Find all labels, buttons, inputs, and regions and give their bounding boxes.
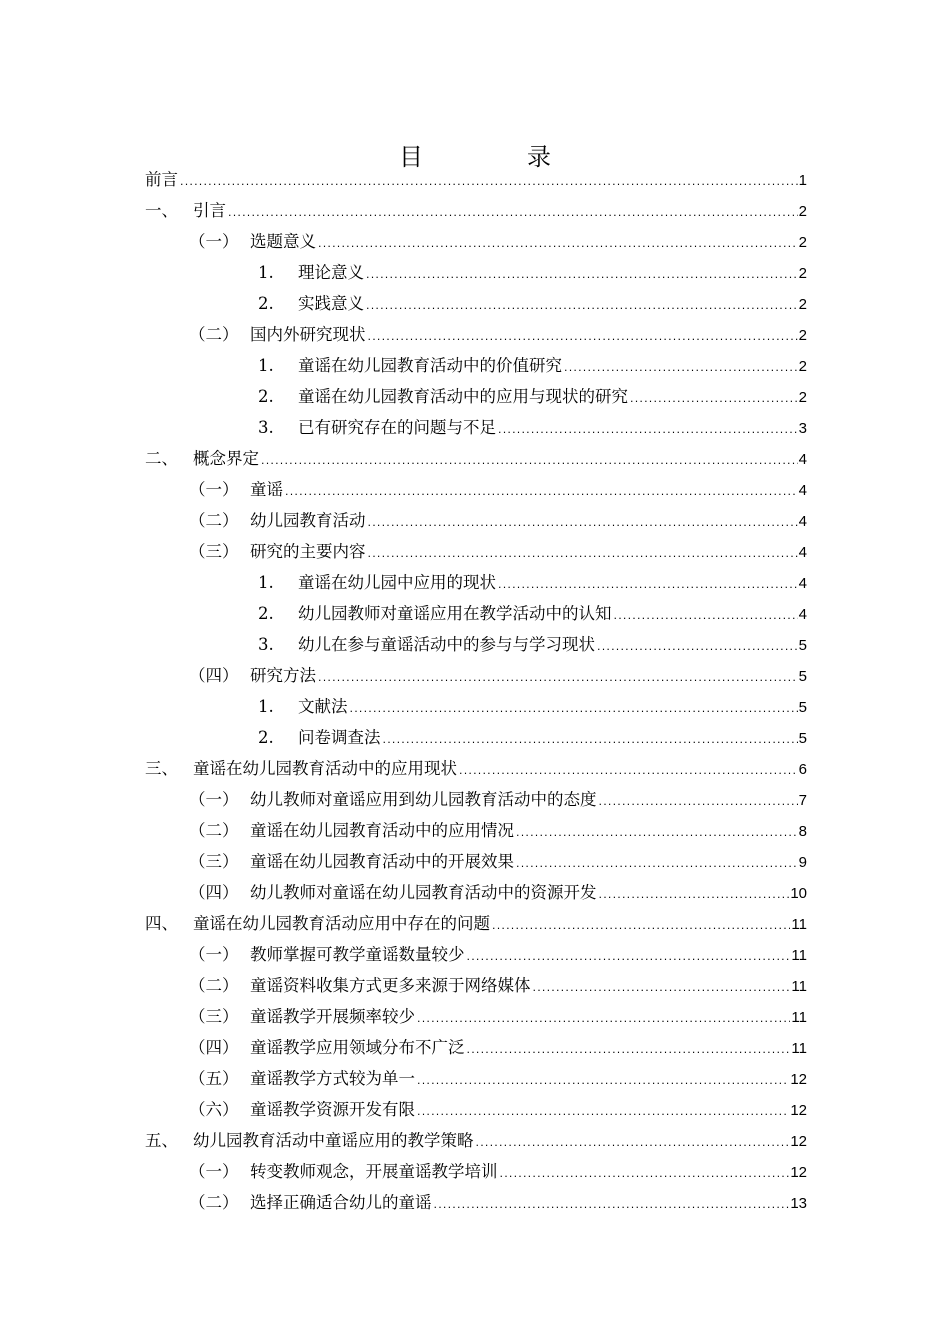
toc-entry-title: 童谣教学方式较为单一 [250,1063,416,1094]
toc-entry-title: 国内外研究现状 [250,319,367,350]
toc-entry[interactable] [0,629,950,660]
toc-entry[interactable] [0,753,950,784]
toc-entry-page-number: 4 [798,482,807,499]
toc-entry-line [250,1063,807,1096]
toc-entry-page-number: 12 [790,1102,807,1119]
toc-entry-title: 童谣资料收集方式更多来源于网络媒体 [250,970,532,1001]
toc-entry-title: 童谣在幼儿园教育活动中的应用情况 [250,815,515,846]
toc-entry-number: （三） [189,1007,239,1026]
table-of-contents [0,164,950,1218]
toc-entry[interactable] [0,350,950,381]
dot-leader [516,848,798,879]
dot-leader [459,755,798,786]
toc-entry-number: （二） [189,976,239,995]
toc-entry-line [298,722,807,755]
toc-entry-title: 幼儿教师对童谣应用到幼儿园教育活动中的态度 [250,784,598,815]
toc-entry-title: 幼儿园教育活动 [250,505,367,536]
toc-entry[interactable] [0,1032,950,1063]
toc-entry-line [250,226,807,259]
toc-entry-line [298,257,807,290]
dot-leader [228,197,798,228]
toc-entry-line [193,443,807,476]
toc-entry-number: 3. [258,635,274,654]
toc-entry[interactable] [0,691,950,722]
toc-entry[interactable] [0,598,950,629]
toc-entry-title: 问卷调查法 [298,722,382,753]
toc-entry[interactable] [0,660,950,691]
dot-leader [434,1189,790,1220]
toc-entry-line [250,1156,807,1189]
toc-entry-number: （二） [189,511,239,530]
toc-entry-page-number: 12 [790,1133,807,1150]
toc-entry[interactable] [0,1094,950,1125]
toc-entry-title: 文献法 [298,691,349,722]
toc-entry[interactable] [0,257,950,288]
dot-leader [599,786,798,817]
toc-entry[interactable] [0,381,950,412]
toc-entry-title: 理论意义 [298,257,365,288]
toc-entry-title: 选题意义 [250,226,317,257]
toc-entry-page-number: 2 [798,234,807,251]
toc-entry[interactable] [0,164,950,195]
toc-entry-page-number: 9 [798,854,807,871]
toc-entry-number: 1. [258,263,274,282]
toc-entry-number: （一） [189,232,239,251]
toc-entry-line [298,288,807,321]
toc-entry-page-number: 12 [790,1071,807,1088]
dot-leader [350,693,798,724]
toc-entry-title: 转变教师观念，开展童谣教学培训 [250,1156,499,1187]
toc-entry[interactable] [0,226,950,257]
toc-entry-title: 研究的主要内容 [250,536,367,567]
toc-entry[interactable] [0,846,950,877]
toc-entry-number: 2. [258,728,274,747]
toc-entry-line [298,629,807,662]
toc-entry[interactable] [0,1063,950,1094]
toc-entry-page-number: 5 [798,699,807,716]
toc-entry-line [250,784,807,817]
toc-entry-number: 四、 [145,914,178,933]
toc-entry-title: 幼儿在参与童谣活动中的参与与学习现状 [298,629,596,660]
toc-entry-number: 2. [258,604,274,623]
dot-leader [383,724,798,755]
toc-entry-number: （一） [189,480,239,499]
toc-entry-line [193,753,807,786]
toc-entry[interactable] [0,412,950,443]
toc-entry-page-number: 5 [798,730,807,747]
toc-entry-number: （二） [189,325,239,344]
toc-entry[interactable] [0,288,950,319]
toc-entry-page-number: 11 [791,1009,807,1026]
dot-leader [368,507,798,538]
toc-entry-line [250,846,807,879]
toc-entry[interactable] [0,195,950,226]
toc-entry-number: （五） [189,1069,239,1088]
dot-leader [366,290,798,321]
toc-entry[interactable] [0,784,950,815]
toc-entry-title: 幼儿园教师对童谣应用在教学活动中的认知 [298,598,613,629]
dot-leader [366,259,798,290]
toc-entry-line [250,877,807,910]
toc-entry-number: （三） [189,542,239,561]
toc-entry-line [145,164,807,197]
toc-entry[interactable] [0,1187,950,1218]
toc-entry-title: 研究方法 [250,660,317,691]
toc-entry-line [193,1125,807,1158]
toc-entry-line [298,598,807,631]
toc-entry[interactable] [0,939,950,970]
toc-entry-line [250,319,807,352]
toc-entry-page-number: 2 [798,203,807,220]
toc-entry-line [250,970,807,1003]
toc-entry-line [193,908,807,941]
toc-entry-title: 选择正确适合幼儿的童谣 [250,1187,433,1218]
toc-entry-page-number: 2 [798,296,807,313]
dot-leader [467,1034,791,1065]
toc-entry-line [250,1187,807,1220]
toc-entry-number: （一） [189,790,239,809]
toc-entry[interactable] [0,505,950,536]
toc-entry-number: （一） [189,1162,239,1181]
toc-entry-page-number: 4 [798,606,807,623]
toc-entry-line [250,1032,807,1065]
toc-entry[interactable] [0,319,950,350]
toc-entry-line [250,505,807,538]
toc-entry-line [298,381,807,414]
toc-entry-number: 一、 [145,201,178,220]
dot-leader [318,228,798,259]
toc-entry-number: （三） [189,852,239,871]
dot-leader [630,383,798,414]
toc-entry-title: 教师掌握可教学童谣数量较少 [250,939,466,970]
toc-entry[interactable] [0,474,950,505]
toc-entry-number: 1. [258,573,274,592]
toc-entry-page-number: 4 [798,544,807,561]
toc-entry[interactable] [0,536,950,567]
toc-entry-title: 童谣在幼儿园教育活动中的价值研究 [298,350,563,381]
dot-leader [417,1065,789,1096]
toc-entry-page-number: 6 [798,761,807,778]
toc-entry-page-number: 3 [798,420,807,437]
toc-entry-page-number: 2 [798,327,807,344]
dot-leader [318,662,798,693]
dot-leader [368,538,798,569]
dot-leader [533,972,791,1003]
toc-entry[interactable] [0,1001,950,1032]
dot-leader [498,569,798,600]
toc-entry[interactable] [0,970,950,1001]
toc-entry-page-number: 4 [798,451,807,468]
toc-entry-page-number: 11 [791,947,807,964]
toc-entry-line [298,412,807,445]
toc-entry-line [250,660,807,693]
toc-entry-title: 已有研究存在的问题与不足 [298,412,497,443]
toc-entry-page-number: 5 [798,668,807,685]
dot-leader [516,817,798,848]
toc-entry-page-number: 5 [798,637,807,654]
dot-leader [597,631,798,662]
dot-leader [417,1003,790,1034]
toc-entry-title: 童谣 [250,474,284,505]
dot-leader [564,352,798,383]
toc-entry-page-number: 2 [798,358,807,375]
toc-entry[interactable] [0,815,950,846]
toc-entry-number: （二） [189,1193,239,1212]
toc-entry-page-number: 11 [791,916,807,933]
toc-entry-number: 3. [258,418,274,437]
toc-entry-number: 2. [258,294,274,313]
toc-entry[interactable] [0,908,950,939]
toc-entry-line [298,350,807,383]
toc-entry-page-number: 2 [798,389,807,406]
toc-entry-number: 1. [258,697,274,716]
dot-leader [417,1096,789,1127]
dot-leader [476,1127,790,1158]
toc-entry-title: 童谣教学开展频率较少 [250,1001,416,1032]
toc-entry-page-number: 2 [798,265,807,282]
dot-leader [614,600,798,631]
toc-entry[interactable] [0,722,950,753]
dot-leader [285,476,798,507]
toc-entry-number: （二） [189,821,239,840]
toc-entry-number: （四） [189,883,239,902]
toc-entry-number: 1. [258,356,274,375]
toc-entry-title: 童谣在幼儿园教育活动中的开展效果 [250,846,515,877]
toc-entry-title: 童谣教学资源开发有限 [250,1094,416,1125]
toc-entry-number: 五、 [145,1131,178,1150]
dot-leader [492,910,790,941]
toc-entry-line [193,195,807,228]
toc-entry-number: 二、 [145,449,178,468]
toc-entry-page-number: 10 [790,885,807,902]
toc-entry[interactable] [0,877,950,908]
toc-entry-number: （一） [189,945,239,964]
toc-entry-line [250,815,807,848]
toc-entry-page-number: 13 [790,1195,807,1212]
dot-leader [467,941,791,972]
toc-entry-title: 童谣教学应用领域分布不广泛 [250,1032,466,1063]
toc-entry-page-number: 11 [791,1040,807,1057]
toc-entry-number: （六） [189,1100,239,1119]
toc-entry-title: 幼儿园教育活动中童谣应用的教学策略 [193,1125,475,1156]
toc-entry[interactable] [0,443,950,474]
toc-entry-title: 引言 [193,195,227,226]
toc-entry-page-number: 8 [798,823,807,840]
toc-entry[interactable] [0,1156,950,1187]
toc-entry-title: 童谣在幼儿园中应用的现状 [298,567,497,598]
toc-entry-line [250,474,807,507]
page-title: 目 录 [399,143,591,172]
toc-entry-page-number: 1 [798,172,807,189]
toc-entry-title: 童谣在幼儿园教育活动中的应用与现状的研究 [298,381,629,412]
toc-entry-number: 三、 [145,759,178,778]
toc-entry-page-number: 11 [791,978,807,995]
toc-entry-line [298,567,807,600]
toc-entry-page-number: 12 [790,1164,807,1181]
toc-entry-title: 童谣在幼儿园教育活动中的应用现状 [193,753,458,784]
dot-leader [261,445,798,476]
toc-entry-line [250,939,807,972]
dot-leader [500,1158,790,1189]
toc-entry-line [298,691,807,724]
toc-entry-page-number: 4 [798,575,807,592]
toc-entry-title: 童谣在幼儿园教育活动应用中存在的问题 [193,908,491,939]
toc-entry-line [250,1001,807,1034]
dot-leader [498,414,798,445]
toc-entry-line [250,1094,807,1127]
toc-entry-number: （四） [189,666,239,685]
dot-leader [599,879,790,910]
toc-entry-title: 实践意义 [298,288,365,319]
dot-leader [368,321,798,352]
toc-entry-page-number: 7 [798,792,807,809]
toc-entry-number: （四） [189,1038,239,1057]
toc-entry[interactable] [0,567,950,598]
dot-leader [180,166,798,197]
toc-entry-number: 2. [258,387,274,406]
toc-entry-page-number: 4 [798,513,807,530]
toc-entry-title: 幼儿教师对童谣在幼儿园教育活动中的资源开发 [250,877,598,908]
toc-entry-title: 前言 [145,164,179,195]
toc-entry[interactable] [0,1125,950,1156]
toc-entry-title: 概念界定 [193,443,260,474]
toc-entry-line [250,536,807,569]
